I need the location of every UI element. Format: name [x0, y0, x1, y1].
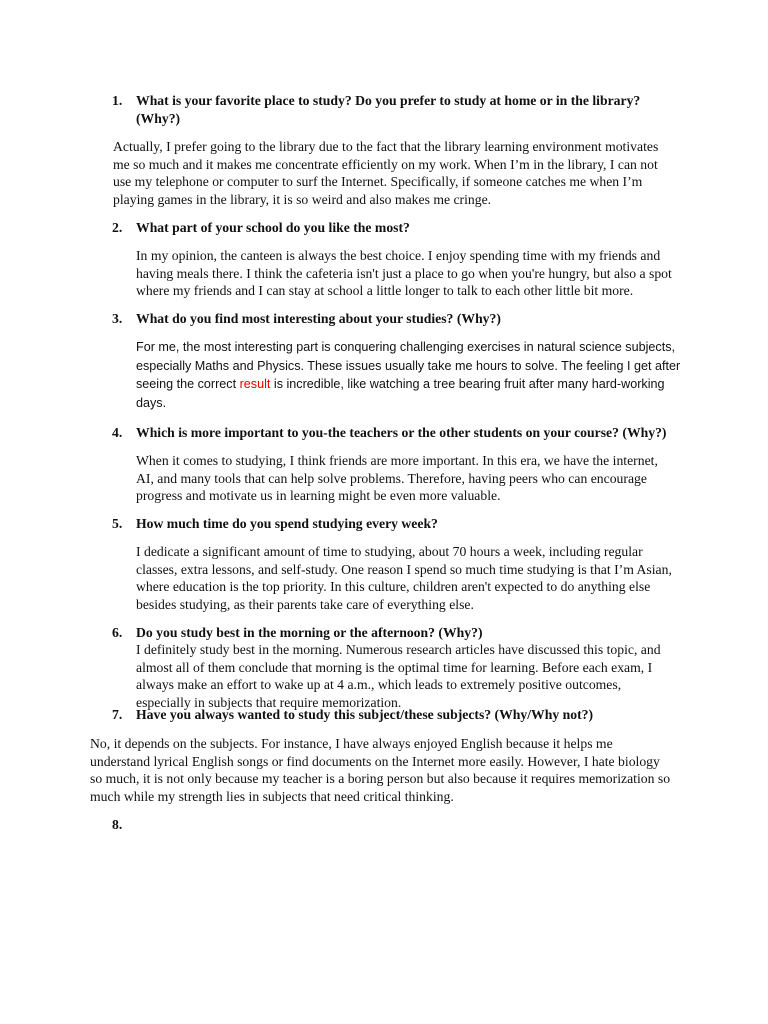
question-number: 7. — [112, 707, 123, 722]
question-number: 5. — [112, 516, 123, 531]
answer-line: days. — [136, 395, 167, 410]
answer-line: I dedicate a significant amount of time to studying, about 70 hours a week, including regular — [136, 544, 643, 559]
question-number: 8. — [112, 817, 123, 832]
question-text: What do you find most interesting about your studies? (Why?) — [136, 311, 501, 326]
answer-line: much while my strength lies in subjects that need critical thinking. — [90, 789, 454, 805]
question-text: Have you always wanted to study this subject/these subjects? (Why/Why not?) — [136, 707, 594, 722]
question-text: What part of your school do you like the most? — [136, 220, 410, 235]
answer-line: besides studying, as their parents take care of everything else. — [136, 597, 474, 613]
answer-2 — [136, 247, 672, 300]
answer-text: is incredible, like watching a tree bearing fruit after many hard-working — [270, 377, 665, 392]
question-number: 2. — [112, 220, 123, 235]
answer-line: especially Maths and Physics. These issues usually take me hours to solve. The feeling I get after — [136, 358, 681, 373]
question-text: What is your favorite place to study? Do you prefer to study at home or in the library? (Why?) — [136, 93, 641, 126]
highlighted-word: result — [239, 377, 271, 392]
answer-line: No, it depends on the subjects. For instance, I have always enjoyed English because it helps me — [90, 736, 613, 751]
answer-line: I definitely study best in the morning. Numerous research articles have discussed this topic, and — [136, 642, 661, 657]
answer-5 — [136, 543, 672, 614]
question-number: 4. — [112, 425, 123, 440]
answer-line: classes, extra lessons, and self-study. One reason I spend so much time studying is that I’m Asian, — [136, 561, 672, 577]
question-text: How much time do you spend studying every week? — [136, 516, 438, 531]
answer-line: When it comes to studying, I think friends are more important. In this era, we have the internet, — [136, 453, 658, 468]
answer-line: For me, the most interesting part is conquering challenging exercises in natural science subjects, — [136, 340, 676, 354]
answer-line: progress and motivate us in learning might be even more valuable. — [136, 488, 501, 504]
answer-line: me so much and it makes me concentrate efficiently on my work. When I’m in the library, I can not — [113, 156, 658, 172]
question-number: 3. — [112, 311, 123, 326]
answer-line: where education is the top priority. In this culture, children aren't expected to do anything else — [136, 579, 651, 595]
question-text: Do you study best in the morning or the afternoon? (Why?) — [136, 625, 483, 640]
answer-line: understand lyrical English songs or find documents on the Internet more easily. However, I hate biology — [90, 753, 660, 769]
answer-line: having meals there. I think the cafeteria isn't just a place to go when you're hungry, but also a spot — [136, 265, 672, 281]
answer-line — [136, 375, 680, 394]
answer-line: Actually, I prefer going to the library due to the fact that the library learning environment motivates — [113, 139, 659, 154]
answer-4 — [136, 452, 658, 505]
answer-3 — [136, 338, 680, 412]
answer-line: where my friends and I can stay at school a little longer to talk to each other little bit more. — [136, 283, 634, 299]
answer-7 — [90, 735, 670, 806]
answer-line: especially in subjects that require memorization. — [136, 695, 402, 711]
answer-line: so much, it is not only because my teacher is a boring person but also because it requires memorization so — [90, 771, 671, 787]
answer-line: use my telephone or computer to surf the Internet. Specifically, if someone catches me when I’m — [113, 174, 643, 190]
answer-1 — [113, 138, 658, 209]
question-text: Which is more important to you-the teachers or the other students on your course? (Why?) — [136, 425, 667, 440]
answer-line: always make an effort to wake up at 4 a.m., which leads to extremely positive outcomes, — [136, 677, 622, 693]
question-number: 6. — [112, 625, 123, 640]
answer-line: In my opinion, the canteen is always the best choice. I enjoy spending time with my friends and — [136, 248, 661, 263]
answer-line: AI, and many tools that can help solve problems. Therefore, having peers who can encourage — [136, 470, 647, 486]
answer-6 — [136, 641, 661, 712]
answer-text: seeing the correct — [136, 377, 240, 392]
question-number: 1. — [112, 93, 123, 108]
answer-line: playing games in the library, it is so weird and also makes me cringe. — [113, 192, 492, 208]
answer-line: almost all of them conclude that morning is the optimal time for learning. Before each exam, I — [136, 659, 653, 675]
